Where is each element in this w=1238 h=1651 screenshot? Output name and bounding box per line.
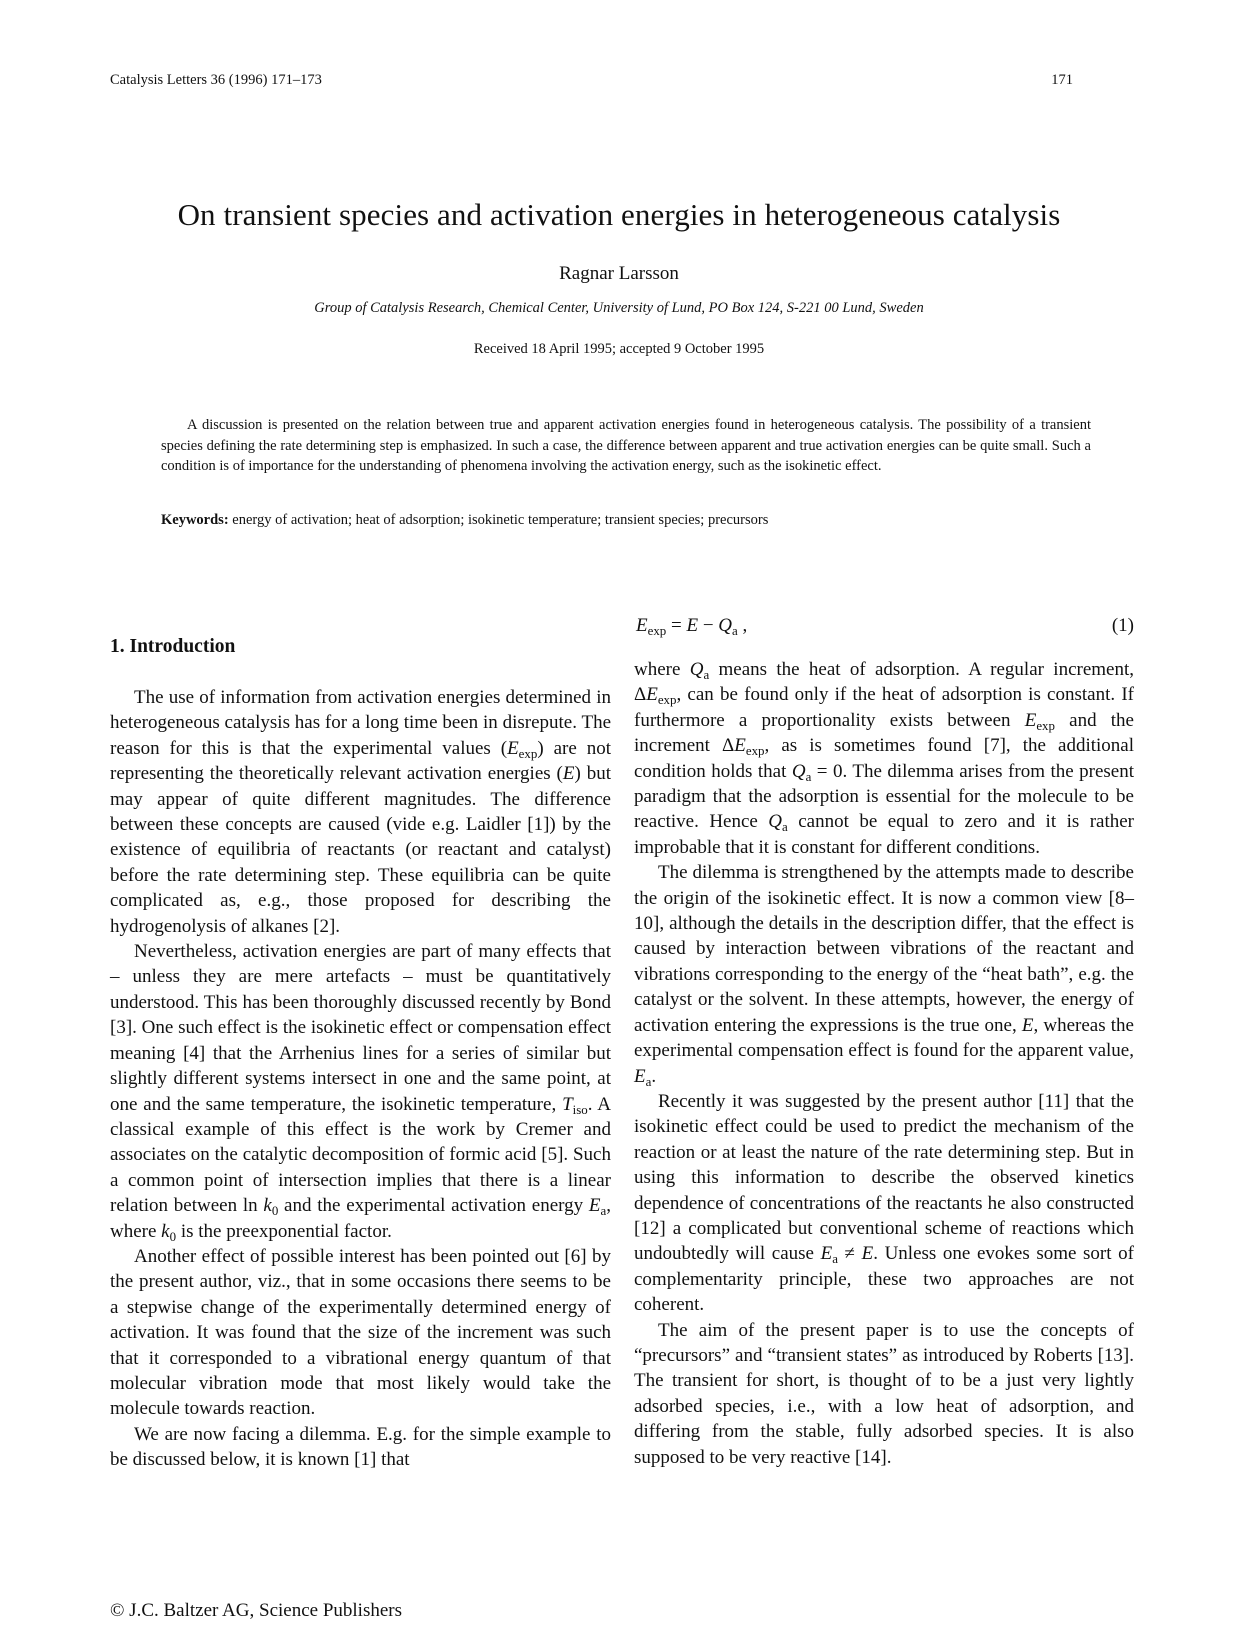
- equation-expression: $E_{exp} = E - Q_a$ ,: [636, 615, 748, 638]
- author-affiliation: Group of Catalysis Research, Chemical Center, University of Lund, PO Box 124, S-221 00 Lund, Sweden: [314, 300, 924, 316]
- paragraph: The dilemma is strengthened by the attempts made to describe the origin of the isokinetic effect. It is now a common view [8–10], although the details in the description differ, that the effect is caused by interaction between vibrations of the reactant and vibrations corresponding to the energy of the “heat bath”, e.g. the catalyst or the solvent. In these attempts, however, the energy of activation entering the expressions is the true one, E, whereas the experimental compensation effect is found for the apparent value, $E_a$.: [634, 862, 1134, 1089]
- paragraph: Recently it was suggested by the present author [11] that the isokinetic effect could be used to predict the mechanism of the reaction or at least the nature of the rate determining step. But in using this information to describe the observed kinetics dependence of concentrations of the reactants he also constructed [12] a complicated but conventional scheme of reactions which undoubtedly will cause $E_a \ne E$. Unless one evokes some sort of complementarity principle, these two approaches are not coherent.: [634, 1090, 1134, 1316]
- equation-number: (1): [1111, 615, 1134, 636]
- abstract: A discussion is presented on the relation between true and apparent activation energies found in heterogeneous catalysis. The possibility of a transient species defining the rate determining step is emphasized. In such a case, the difference between apparent and true activation energies can be quite small. Such a condition is of importance for the understanding of phenomena involving the activation energy, such as the isokinetic effect.: [161, 417, 1091, 474]
- author-name: Ragnar Larsson: [559, 263, 679, 284]
- paragraph: The aim of the present paper is to use the concepts of “precursors” and “transient states” as introduced by Roberts [13]. The transient for short, is thought of to be a just very lightly adsorbed species, i.e., with a low heat of adsorption, and differing from the stable, fully adsorbed species. It is also supposed to be very reactive [14].: [634, 1319, 1134, 1468]
- publisher-footer: © J.C. Baltzer AG, Science Publishers: [110, 1600, 403, 1621]
- equation-1: [636, 615, 1134, 637]
- paragraph: Another effect of possible interest has been pointed out [6] by the present author, viz., that in some occasions there seems to be a stepwise change of the experimentally determined energy of activation. It was found that the size of the increment was such that it corresponded to a vibrational energy quantum of that molecular vibration mode that most likely would take the molecule towards reaction.: [110, 1245, 611, 1420]
- section-heading-introduction: 1. Introduction: [110, 636, 236, 657]
- keywords: [161, 512, 1091, 529]
- right-column-body: [634, 657, 1134, 1470]
- paragraph: We are now facing a dilemma. E.g. for the simple example to be discussed below, it is known [1] that: [110, 1423, 611, 1471]
- keywords-list: energy of activation; heat of adsorption; isokinetic temperature; transient species; precursors: [232, 512, 769, 528]
- paragraph: The use of information from activation energies determined in heterogeneous catalysis has for a long time been in disrepute. The reason for this is that the experimental values $(E_{exp})$ are not representing the theoretically relevant activation energies (E) but may appear of quite different magnitudes. The difference between these concepts are caused (vide e.g. Laidler [1]) by the existence of equilibria of reactants (or reactant and catalyst) before the rate determining step. These equilibria can be quite complicated as, e.g., those proposed for describing the hydrogenolysis of alkanes [2].: [110, 687, 612, 937]
- left-column-body: [110, 685, 611, 1473]
- received-dates: Received 18 April 1995; accepted 9 October 1995: [473, 341, 765, 357]
- paragraph: Nevertheless, activation energies are part of many effects that – unless they are mere artefacts – must be quantitatively understood. This has been thoroughly discussed recently by Bond [3]. One such effect is the isokinetic effect or compensation effect meaning [4] that the Arrhenius lines for a series of similar but slightly different systems intersect in one and the same point, at one and the same temperature, the isokinetic temperature, $T_{iso}$. A classical example of this effect is the work by Cremer and associates on the catalytic decomposition of formic acid [5]. Such a common point of intersection implies that there is a linear relation between $\ln k_0$ and the experimental activation energy $E_a$, where $k_0$ is the preexponential factor.: [110, 941, 612, 1244]
- journal-reference: Catalysis Letters 36 (1996) 171–173: [110, 72, 322, 88]
- keywords-label: Keywords:: [161, 512, 229, 528]
- page-number: 171: [1051, 72, 1073, 88]
- paragraph: where $Q_a$ means the heat of adsorption. A regular increment, $\Delta E_{exp}$, can be found only if the heat of adsorption is constant. If furthermore a proportionality exists between $E_{exp}$ and the increment $\Delta E_{exp}$, as is sometimes found [7], the additional condition holds that $Q_a = 0$. The dilemma arises from the present paradigm that the adsorption is essential for the molecule to be reactive. Hence $Q_a$ cannot be equal to zero and it is rather improbable that it is constant for different conditions.: [634, 659, 1134, 858]
- article-title: On transient species and activation energies in heterogeneous catalysis: [177, 197, 1061, 232]
